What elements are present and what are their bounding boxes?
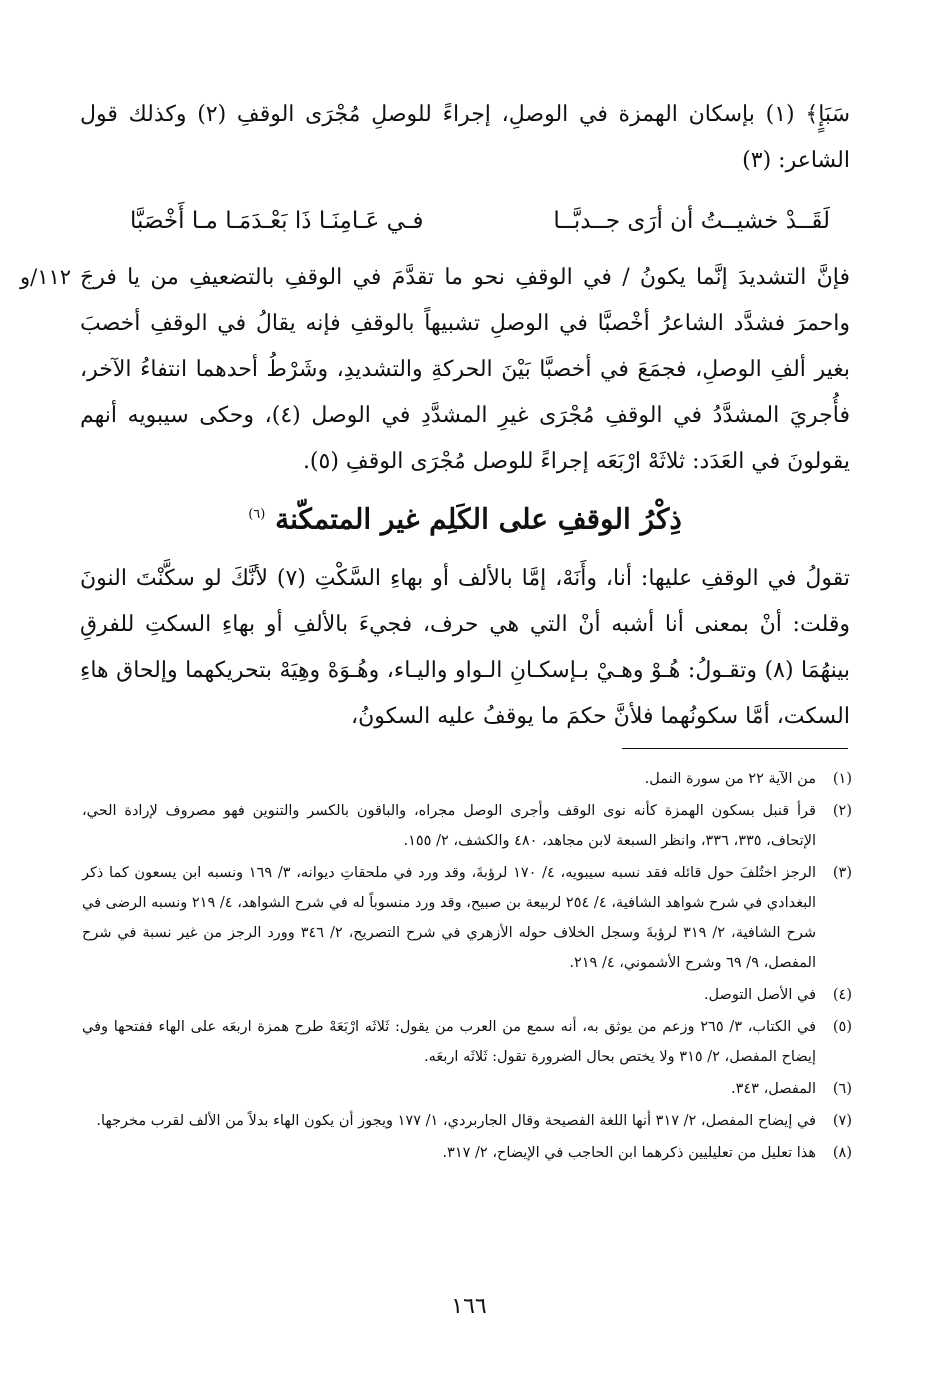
footnote-number: (٦) [832,1081,852,1097]
poetry-verse [130,198,830,244]
footnote-number: (٤) [832,987,852,1003]
main-text-block-3 [80,556,850,740]
footnote-text: في الكتاب، ٣/ ٢٦٥ وزعم من يوثق به، أنه سمع من العرب من يقول: ثَلاثَه ارْبَعَهْ طرح همزة اربعَه على الهاء ففتحها وفي إيضاح المفصل، ٢/ ٣١٥ ولا يختص بحال الضرورة تقول: ثَلاثَه اربعَه. [82,1019,816,1065]
verse-first-hemistich: لَقَــدْ خشيــتُ أن أرَى جــدبَّــا [553,208,830,234]
paragraph-1: سَبَإٍ﴾ (١) بإسكان الهمزة في الوصلِ، إجراءً للوصلِ مُجْرَى الوقفِ (٢) وكذلك قول الشاعر: (٣) [80,102,851,173]
main-text-block [80,92,850,184]
footnote-item [82,858,852,978]
footnote-number: (٣) [832,865,852,881]
main-text-block-2 [80,255,850,485]
footnote-number: (١) [832,771,852,787]
footnote-text: هذا تعليل من تعليليين ذكرهما ابن الحاجب في الإيضاح، ٢/ ٣١٧. [442,1145,816,1161]
paragraph-2: فإنَّ التشديدَ إنَّما يكونُ / في الوقفِ نحو ما تقدَّمَ في الوقفِ بالتضعيفِ من يا فرجَ واحمرَ فشدَّد الشاعرُ أخْصبَّا في الوصلِ تشبيهاً بالوقفِ فإنه يقالُ في الوقفِ أخصبَ بغير ألفِ الوصلِ، فجمَعَ في أخصبَّا بَيْنَ الحركةِ والتشديدِ، وشَرْطُ أحدهما انتفاءُ الآخر، فأُجريَ المشدَّدُ في الوقفِ مُجْرَى غيرِ المشدَّدِ في الوصل (٤)، وحكى سيبويه أنهم يقولونَ في العَدَد: ثلاثَهْ ارْبَعَه إجراءً للوصل مُجْرَى الوقفِ (٥). [80,265,850,474]
footnote-item [82,1138,852,1168]
footnote-number: (٨) [832,1145,852,1161]
footnote-text: المفصل، ٣٤٣. [731,1081,816,1097]
footnote-item [82,1074,852,1104]
footnote-item [82,1106,852,1136]
page-number: ١٦٦ [451,1294,487,1319]
footnote-text: من الآية ٢٢ من سورة النمل. [644,771,816,787]
footnote-item [82,764,852,794]
footnote-text: قرأ قنبل بسكون الهمزة كأنه نوى الوقف وأجرى الوصل مجراه، والباقون بالكسر والتنوين فهو مصروف لإرادة الحي، الإتحاف، ٣٣٥، ٣٣٦، وانظر السبعة لابن مجاهد، ٤٨٠ والكشف، ٢/ ١٥٥. [82,803,816,849]
footnote-number: (٢) [832,803,852,819]
footnote-item [82,980,852,1010]
footnote-number: (٧) [832,1113,852,1129]
manuscript-folio-note: ١١٢/و [20,265,72,289]
footnotes-list [82,764,852,1170]
paragraph-3: تقولُ في الوقفِ عليها: أنا، وأَنَهْ، إمَّا بالألف أو بهاءِ السَّكْتِ (٧) لأنَّكَ لو سكَّنْتَ النونَ وقلت: أنْ بمعنى أنا أشبه أنْ التي هي حرف، فجيءَ بالألفِ أو بهاءِ السكتِ للفرقِ بينهُمَا (٨) وتقـولُ: هُـوْ وهـيْ بـإسكـانِ الـواو واليـاء، وهُـوَهْ وهِيَهْ بتحريكهما وإلحاق هاءِ السكت، أمَّا سكونُهما فلأنَّ حكمَ ما يوقفُ عليه السكونُ، [80,566,850,729]
footnote-item [82,796,852,856]
footnote-number: (٥) [832,1019,852,1035]
footnote-text: في إيضاح المفصل، ٢/ ٣١٧ أنها اللغة الفصيحة وقال الجاربردي، ١/ ١٧٧ ويجوز أن يكون الهاء بدلاً من الألف لقرب مخرجها. [96,1113,816,1129]
footnote-text: الرجز اختُلفَ حول قائله فقد نسبه سيبويه، ٤/ ١٧٠ لرؤبةَ، وقد ورد في ملحقاتِ ديوانه، ٣/ ١٦٩ ونسبه ابن يسعون كما ذكر البغدادي في شرح شواهد الشافية، ٤/ ٢٥٤ لربيعة بن صبيح، وقد ورد منسوباً له في شرح الشواهد، ٤/ ٢١٩ ونسبه الرضى في شرح الشافية، ٢/ ٣١٩ لرؤبةَ وسجل الخلاف حوله الأزهري في شرح التصريح، ٢/ ٣٤٦ وورد الرجز من غير نسبة في شرح المفصل، ٩/ ٦٩ وشرح الأشموني، ٤/ ٢١٩. [82,865,817,971]
verse-second-hemistich: فـي عَـامِنَـا ذَا بَعْـدَمَـا مـا أَخْصَبَّا [130,208,424,234]
footnote-item [82,1012,852,1072]
section-heading [80,488,850,542]
footnote-text: في الأصل التوصل. [703,987,816,1003]
footnote-separator [622,748,848,749]
section-heading-text: ذِكْرُ الوقفِ على الكَلِم غير المتمكّنة [275,502,682,536]
section-heading-footnote-ref: (٦) [248,507,266,522]
